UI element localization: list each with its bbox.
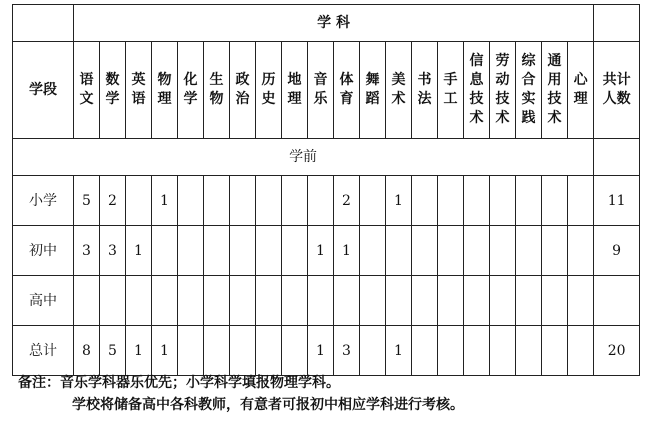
subject-header: 英语 — [126, 42, 152, 139]
cell — [464, 176, 490, 226]
row-total: 9 — [594, 226, 640, 276]
total-header: 共计人数 — [594, 42, 640, 139]
cell — [412, 276, 438, 326]
preschool-row — [13, 139, 640, 176]
cell — [204, 326, 230, 376]
cell — [282, 176, 308, 226]
cell — [412, 176, 438, 226]
subject-header: 体育 — [334, 42, 360, 139]
stage-header: 学段 — [13, 42, 74, 139]
row-total: 20 — [594, 326, 640, 376]
cell — [516, 326, 542, 376]
cell — [464, 226, 490, 276]
cell: 1 — [152, 176, 178, 226]
subject-header: 音乐 — [308, 42, 334, 139]
cell — [360, 276, 386, 326]
cell — [542, 326, 568, 376]
cell: 1 — [308, 326, 334, 376]
subject-header: 美术 — [386, 42, 412, 139]
cell — [438, 226, 464, 276]
cell — [230, 226, 256, 276]
table-row-total — [13, 326, 640, 376]
cell — [230, 276, 256, 326]
cell — [490, 226, 516, 276]
cell: 2 — [334, 176, 360, 226]
table-row-primary — [13, 176, 640, 226]
cell: 5 — [74, 176, 100, 226]
cell — [256, 226, 282, 276]
header-row-top — [13, 5, 640, 42]
subject-header: 劳动技术 — [490, 42, 516, 139]
cell — [412, 326, 438, 376]
subject-header: 化学 — [178, 42, 204, 139]
cell: 8 — [74, 326, 100, 376]
cell — [360, 176, 386, 226]
header-row-subjects — [13, 42, 640, 139]
subject-header: 语文 — [74, 42, 100, 139]
subject-header: 信息技术 — [464, 42, 490, 139]
cell — [438, 276, 464, 326]
table-row-middle — [13, 226, 640, 276]
cell — [412, 226, 438, 276]
cell — [178, 226, 204, 276]
cell: 1 — [126, 226, 152, 276]
subject-header: 舞蹈 — [360, 42, 386, 139]
cell — [542, 226, 568, 276]
cell — [438, 176, 464, 226]
cell — [490, 326, 516, 376]
cell — [256, 276, 282, 326]
cell: 1 — [386, 326, 412, 376]
cell: 3 — [74, 226, 100, 276]
cell: 3 — [100, 226, 126, 276]
cell — [542, 176, 568, 226]
subject-header: 通用技术 — [542, 42, 568, 139]
cell — [568, 226, 594, 276]
cell — [568, 276, 594, 326]
cell: 1 — [152, 326, 178, 376]
subject-header: 地理 — [282, 42, 308, 139]
cell — [74, 276, 100, 326]
table-row-high — [13, 276, 640, 326]
cell — [308, 276, 334, 326]
cell — [542, 276, 568, 326]
preschool-total — [594, 139, 640, 176]
cell: 3 — [334, 326, 360, 376]
cell — [360, 226, 386, 276]
cell — [178, 326, 204, 376]
cell: 1 — [308, 226, 334, 276]
cell: 5 — [100, 326, 126, 376]
cell — [152, 276, 178, 326]
subject-header: 手工 — [438, 42, 464, 139]
cell — [438, 326, 464, 376]
row-total: 11 — [594, 176, 640, 226]
cell — [230, 326, 256, 376]
corner-cell-right — [594, 5, 640, 42]
row-label: 小学 — [13, 176, 74, 226]
cell — [360, 326, 386, 376]
cell — [516, 276, 542, 326]
subject-header: 书法 — [412, 42, 438, 139]
subject-header: 数学 — [100, 42, 126, 139]
subject-header: 生物 — [204, 42, 230, 139]
cell — [516, 176, 542, 226]
cell — [204, 176, 230, 226]
cell — [282, 226, 308, 276]
row-total — [594, 276, 640, 326]
cell — [282, 276, 308, 326]
cell — [282, 326, 308, 376]
cell — [386, 276, 412, 326]
cell: 1 — [126, 326, 152, 376]
cell — [178, 176, 204, 226]
subject-header: 历史 — [256, 42, 282, 139]
cell — [100, 276, 126, 326]
subject-header: 政治 — [230, 42, 256, 139]
subject-header: 物理 — [152, 42, 178, 139]
row-label: 总计 — [13, 326, 74, 376]
cell — [568, 176, 594, 226]
cell — [490, 176, 516, 226]
remarks-line-2: 学校将储备高中各科教师，有意者可报初中相应学科进行考核。 — [72, 397, 464, 413]
cell — [178, 276, 204, 326]
cell — [256, 326, 282, 376]
teacher-recruitment-table — [12, 4, 640, 376]
cell — [490, 276, 516, 326]
subjects-header: 学 科 — [74, 5, 594, 42]
preschool-label: 学前 — [13, 139, 594, 176]
cell — [256, 176, 282, 226]
cell — [568, 326, 594, 376]
subject-header: 心理 — [568, 42, 594, 139]
row-label: 初中 — [13, 226, 74, 276]
cell: 1 — [334, 226, 360, 276]
cell — [308, 176, 334, 226]
corner-cell — [13, 5, 74, 42]
cell — [386, 226, 412, 276]
remarks-note — [18, 372, 464, 416]
subject-header: 综合实践 — [516, 42, 542, 139]
cell — [204, 226, 230, 276]
cell — [334, 276, 360, 326]
cell — [126, 276, 152, 326]
row-label: 高中 — [13, 276, 74, 326]
cell — [516, 226, 542, 276]
cell — [230, 176, 256, 226]
cell — [204, 276, 230, 326]
cell: 2 — [100, 176, 126, 226]
cell — [152, 226, 178, 276]
cell — [126, 176, 152, 226]
cell: 1 — [386, 176, 412, 226]
cell — [464, 326, 490, 376]
cell — [464, 276, 490, 326]
remarks-line-1: 备注：音乐学科器乐优先；小学科学填报物理学科。 — [18, 375, 340, 391]
